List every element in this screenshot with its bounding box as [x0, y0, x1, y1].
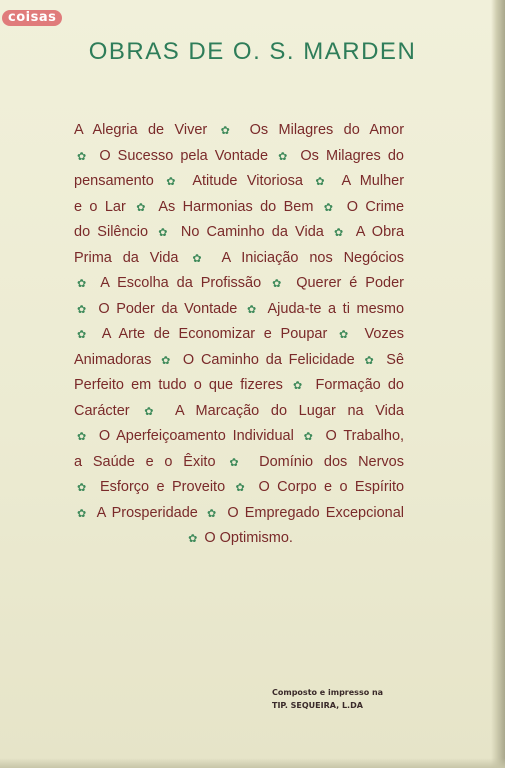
ornament-icon: ✿ [303, 431, 316, 443]
page-title: OBRAS DE O. S. MARDEN [88, 38, 417, 65]
work-title-segment: pensamento [74, 173, 154, 189]
ornament-icon: ✿ [144, 405, 162, 418]
work-title-segment: A Arte de Economizar e Poupar [101, 326, 328, 342]
ornament-icon: ✿ [293, 380, 306, 392]
ornament-icon: ✿ [246, 303, 259, 316]
works-list [74, 118, 404, 552]
work-title-segment: Sê [386, 351, 405, 368]
work-title-segment: A Marcação do Lugar na Vida [175, 402, 404, 419]
work-title-segment: A Prosperidade [96, 504, 198, 521]
ornament-icon: ✿ [158, 227, 171, 239]
work-title-segment: O Aperfeiçoamento Individual [98, 428, 294, 444]
works-line [74, 373, 404, 399]
ornament-icon: ✿ [192, 252, 209, 265]
works-line [74, 246, 404, 272]
ornament-icon: ✿ [77, 482, 90, 494]
ornament-icon: ✿ [334, 227, 347, 239]
work-title-segment: Prima da Vida [74, 249, 179, 266]
works-line [74, 144, 404, 170]
printer-imprint [272, 686, 412, 712]
works-line [74, 399, 404, 425]
ornament-icon: ✿ [315, 176, 330, 188]
work-title-segment: O Empregado Excepcional [227, 504, 404, 521]
ornament-icon: ✿ [278, 150, 291, 163]
work-title-segment: A Alegria de Viver [74, 122, 208, 138]
imprint-line-1: Composto e impresso na [272, 688, 384, 697]
work-title-segment: Atitude Vitoriosa [192, 173, 303, 189]
ornament-icon: ✿ [77, 507, 89, 520]
works-line [74, 118, 404, 144]
page-edge-bottom [0, 758, 505, 768]
ornament-icon: ✿ [272, 278, 286, 290]
work-title-segment: Os Milagres do Amor [249, 122, 405, 138]
ornament-icon: ✿ [188, 533, 198, 545]
ornament-icon: ✿ [77, 150, 90, 163]
works-line [74, 348, 404, 374]
work-title-segment: O Optimismo. [204, 530, 293, 546]
work-title-segment: O Caminho da Felicidade [182, 351, 355, 368]
work-title-segment: O Poder da Vontade [98, 300, 238, 317]
works-line [74, 322, 404, 348]
imprint-line-2: TIP. SEQUEIRA, L.DA [272, 701, 363, 710]
ornament-icon: ✿ [206, 507, 219, 520]
works-line [74, 424, 404, 450]
work-title-segment: Animadoras [74, 351, 152, 368]
work-title-segment: A Mulher [341, 173, 405, 189]
ornament-icon: ✿ [161, 354, 174, 367]
works-line [74, 450, 404, 476]
work-title-segment: Domínio dos Nervos [259, 453, 404, 470]
ornament-icon: ✿ [323, 201, 337, 214]
ornament-icon: ✿ [166, 176, 181, 188]
watermark-logo: coisas [2, 10, 62, 26]
works-line [74, 526, 404, 552]
ornament-icon: ✿ [136, 201, 149, 214]
work-title-segment: Vozes [364, 326, 405, 342]
ornament-icon: ✿ [220, 125, 237, 137]
work-title-segment: A Iniciação nos Negócios [221, 249, 405, 266]
work-title-segment: A Escolha da Profissão [100, 275, 262, 291]
ornament-icon: ✿ [338, 329, 353, 341]
work-title-segment: a Saúde e o Êxito [74, 453, 216, 470]
work-title-segment: O Trabalho, [325, 428, 405, 444]
work-title-segment: O Corpo e o Espírito [258, 479, 405, 495]
works-line [74, 220, 404, 246]
works-line [74, 169, 404, 195]
work-title-segment: O Crime [346, 198, 405, 215]
work-title-segment: Formação do [315, 377, 404, 393]
works-line [74, 501, 404, 527]
work-title-segment: Ajuda-te a ti mesmo [267, 300, 405, 317]
ornament-icon: ✿ [235, 482, 249, 494]
ornament-icon: ✿ [77, 329, 91, 341]
work-title-segment: e o Lar [74, 198, 126, 215]
work-title-segment: Carácter [74, 402, 130, 419]
work-title-segment: A Obra [355, 224, 405, 240]
work-title-segment: Perfeito em tudo o que fizeres [74, 377, 283, 393]
ornament-icon: ✿ [229, 456, 246, 469]
page-edge-shadow [491, 0, 505, 768]
ornament-icon: ✿ [77, 303, 89, 316]
work-title-segment: As Harmonias do Bem [158, 198, 314, 215]
work-title-segment: Querer é Poder [296, 275, 404, 291]
work-title-segment: Os Milagres do [300, 147, 404, 164]
works-line [74, 297, 404, 323]
ornament-icon: ✿ [77, 278, 91, 290]
works-line [74, 195, 404, 221]
work-title-segment: Esforço e Proveito [99, 479, 226, 495]
works-line [74, 271, 404, 297]
works-line [74, 475, 404, 501]
ornament-icon: ✿ [364, 354, 377, 367]
work-title-segment: No Caminho da Vida [180, 224, 324, 240]
ornament-icon: ✿ [77, 431, 90, 443]
work-title-segment: do Silêncio [74, 224, 149, 240]
work-title-segment: O Sucesso pela Vontade [99, 147, 269, 164]
